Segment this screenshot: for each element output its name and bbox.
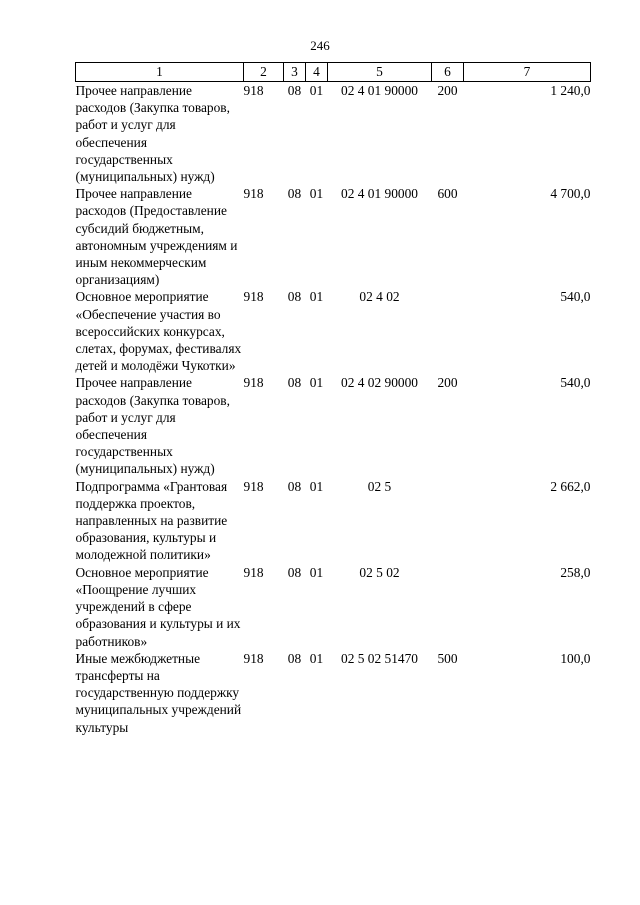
row-expense-type (432, 478, 464, 564)
row-subsection-code: 01 (309, 83, 324, 98)
row-amount: 2 662,0 (550, 478, 591, 494)
row-amount: 258,0 (560, 564, 591, 580)
row-amount: 4 700,0 (550, 186, 591, 202)
table-row (76, 478, 591, 564)
row-name: Прочее направление расходов (Предоставление субсидий бюджетным, автономным учреждениям и иным некоммерческим организациям) (75, 186, 238, 288)
row-target-code: 02 5 02 51470 (341, 650, 418, 666)
table-row (76, 564, 591, 650)
row-name: Прочее направление расходов (Закупка товаров, работ и услуг для обеспечения государственных (муниципальных) нужд) (75, 375, 230, 477)
row-ministry-code: 918 (243, 478, 264, 494)
row-section-code: 08 (287, 83, 302, 98)
row-amount: 100,0 (560, 650, 591, 666)
row-section-code: 08 (287, 186, 302, 202)
row-target-code: 02 5 02 (359, 564, 400, 580)
row-expense-type: 500 (437, 650, 458, 666)
row-section-code: 08 (287, 478, 302, 494)
row-ministry-code: 918 (243, 375, 264, 391)
header-col-7: 7 (464, 63, 591, 82)
row-target-code: 02 4 01 90000 (341, 186, 418, 202)
header-col-2: 2 (244, 63, 284, 82)
table-row (76, 374, 591, 477)
row-target-code: 02 4 01 90000 (341, 83, 418, 98)
row-amount: 540,0 (560, 375, 591, 391)
table-body (76, 82, 591, 736)
row-subsection-code: 01 (309, 375, 324, 391)
row-target-code: 02 5 (367, 478, 392, 494)
row-target-code: 02 4 02 90000 (341, 375, 418, 391)
table-row (76, 288, 591, 374)
header-col-3: 3 (284, 63, 306, 82)
row-name: Основное мероприятие «Поощрение лучших учреждений в сфере образования и культуры и их работников» (75, 564, 241, 649)
header-col-6: 6 (432, 63, 464, 82)
row-ministry-code: 918 (243, 650, 264, 666)
row-subsection-code: 01 (309, 186, 324, 202)
table-row (76, 82, 591, 186)
table-row (76, 650, 591, 736)
row-subsection-code: 01 (309, 289, 324, 305)
row-name: Прочее направление расходов (Закупка товаров, работ и услуг для обеспечения государственных (муниципальных) нужд) (75, 83, 230, 185)
row-ministry-code: 918 (243, 186, 264, 202)
row-ministry-code: 918 (243, 83, 264, 98)
row-subsection-code: 01 (309, 478, 324, 494)
table-row (76, 185, 591, 288)
row-expense-type (432, 288, 464, 374)
page-number: 246 (310, 38, 330, 53)
row-subsection-code: 01 (309, 650, 324, 666)
row-expense-type: 200 (437, 83, 458, 98)
row-ministry-code: 918 (243, 289, 264, 305)
row-amount: 1 240,0 (550, 83, 591, 98)
header-col-1: 1 (76, 63, 244, 82)
row-subsection-code: 01 (309, 564, 324, 580)
header-row (76, 63, 591, 82)
row-expense-type (432, 564, 464, 650)
header-col-4: 4 (306, 63, 328, 82)
row-amount: 540,0 (560, 289, 591, 305)
row-expense-type: 600 (437, 186, 458, 202)
row-target-code: 02 4 02 (359, 289, 400, 305)
row-section-code: 08 (287, 564, 302, 580)
header-col-5: 5 (328, 63, 432, 82)
row-name: Иные межбюджетные трансферты на государственную поддержку муниципальных учреждений культуры (75, 650, 242, 735)
row-expense-type: 200 (437, 375, 458, 391)
row-section-code: 08 (287, 289, 302, 305)
row-name: Подпрограмма «Грантовая поддержка проектов, направленных на развитие образования, культуры и молодежной политики» (75, 478, 228, 563)
row-ministry-code: 918 (243, 564, 264, 580)
row-name: Основное мероприятие «Обеспечение участия во всероссийских конкурсах, слетах, форумах, фестивалях детей и молодёжи Чукотки» (75, 289, 242, 374)
budget-table (75, 62, 591, 736)
row-section-code: 08 (287, 650, 302, 666)
row-section-code: 08 (287, 375, 302, 391)
table-header (76, 63, 591, 82)
